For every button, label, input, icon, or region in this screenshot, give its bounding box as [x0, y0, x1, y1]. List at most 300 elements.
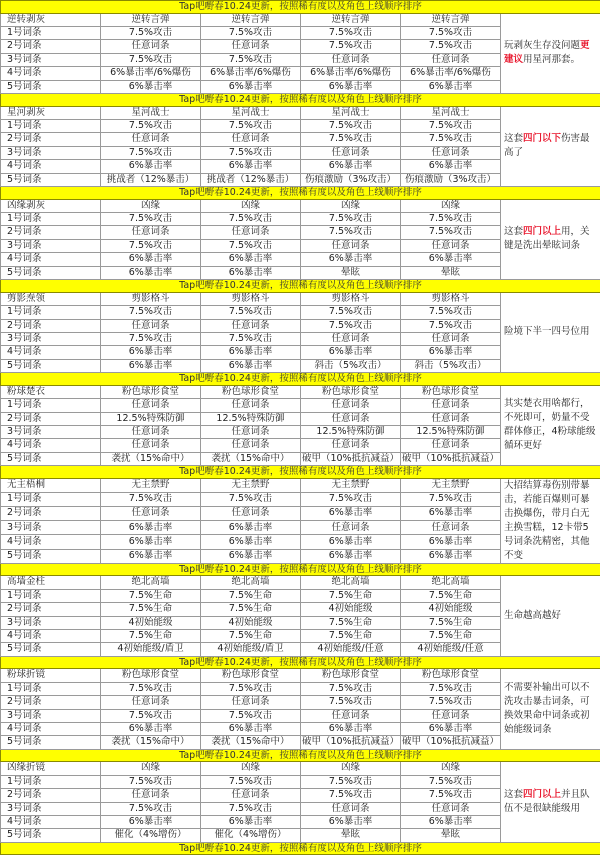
stat-cell: 7.5%攻击: [201, 213, 301, 226]
stat-cell: 任意词条: [401, 146, 501, 159]
slot-label: 4号词条: [1, 160, 101, 173]
stat-cell: 4初始能级: [401, 603, 501, 616]
slot-label: 2号词条: [1, 319, 101, 332]
stat-cell: 6%暴击率: [401, 80, 501, 93]
note-highlight: 更建议: [504, 40, 590, 65]
stat-cell: 任意词条: [101, 319, 201, 332]
stat-cell: 6%暴击率: [101, 160, 201, 173]
stat-cell: 6%暴击率: [301, 549, 401, 563]
stat-cell: 7.5%生命: [101, 603, 201, 616]
banner-row: [1, 749, 600, 762]
stat-cell: 7.5%攻击: [101, 709, 201, 722]
banner-row: [1, 466, 600, 479]
character-name: 星河剥灰: [1, 106, 101, 119]
stat-cell: 4初始能级/任意: [301, 643, 401, 656]
stat-cell: 催化（4%增伤）: [201, 829, 301, 842]
stat-cell: 7.5%攻击: [201, 332, 301, 345]
stat-cell: 7.5%攻击: [201, 492, 301, 506]
stat-cell: 任意词条: [301, 412, 401, 425]
stat-cell: 7.5%攻击: [301, 789, 401, 802]
stat-cell: 袭扰（15%命中）: [201, 736, 301, 749]
stat-cell: 任意词条: [401, 709, 501, 722]
note-text: 不需要补输出可以不洗攻击暴击词条，可换效果命中词条或初始能级词条: [504, 682, 590, 735]
slot-label: 5号词条: [1, 80, 101, 93]
stat-cell: 4初始能级: [101, 616, 201, 629]
note-cell: [501, 576, 600, 656]
stat-cell: 6%暴击率: [301, 160, 401, 173]
stat-cell: 6%暴击率: [301, 507, 401, 521]
set-name: 凶缘: [101, 762, 201, 775]
slot-label: 5号词条: [1, 829, 101, 842]
character-name: 逆转剥灰: [1, 13, 101, 26]
note-text: 生命越高越好: [504, 610, 561, 621]
update-banner: Tap吧嘢春10.24更新，按照稀有度以及角色上线顺序排序: [1, 749, 600, 762]
stat-cell: 任意词条: [401, 521, 501, 535]
stat-cell: 任意词条: [201, 696, 301, 709]
stat-cell: 6%暴击率: [301, 723, 401, 736]
set-name: 粉色球形食堂: [401, 385, 501, 398]
stat-cell: 6%暴击率: [201, 535, 301, 549]
stat-cell: 挑战者（12%暴击）: [201, 173, 301, 186]
note-cell: [501, 13, 600, 93]
slot-label: 4号词条: [1, 253, 101, 266]
stat-cell: 7.5%攻击: [101, 213, 201, 226]
set-name: 绝北高墙: [101, 576, 201, 589]
character-name: 凶缘剥灰: [1, 199, 101, 212]
stat-cell: 7.5%攻击: [401, 133, 501, 146]
banner-row: [1, 187, 600, 200]
stat-cell: 破甲（10%抵抗减益）: [301, 452, 401, 465]
stat-cell: 任意词条: [101, 425, 201, 438]
slot-label: 1号词条: [1, 213, 101, 226]
stat-cell: 7.5%攻击: [201, 682, 301, 695]
stat-cell: 6%暴击率: [101, 80, 201, 93]
stat-cell: 6%暴击率/6%爆伤: [201, 67, 301, 80]
slot-label: 2号词条: [1, 789, 101, 802]
stat-cell: 6%暴击率: [201, 160, 301, 173]
slot-label: 5号词条: [1, 266, 101, 279]
set-name: 剪影格斗: [301, 292, 401, 305]
stat-cell: 7.5%攻击: [401, 213, 501, 226]
set-name: 逆转言弹: [401, 13, 501, 26]
stat-cell: 7.5%攻击: [401, 775, 501, 788]
stat-cell: 12.5%特殊防御: [401, 425, 501, 438]
block-header-row: [1, 106, 600, 119]
set-name: 粉色球形食堂: [101, 669, 201, 682]
slot-label: 1号词条: [1, 306, 101, 319]
slot-label: 2号词条: [1, 226, 101, 239]
stat-cell: 6%暴击率: [101, 359, 201, 372]
banner-row: [1, 373, 600, 386]
slot-label: 3号词条: [1, 146, 101, 159]
stat-cell: 7.5%攻击: [301, 133, 401, 146]
block-header-row: [1, 762, 600, 775]
slot-label: 4号词条: [1, 535, 101, 549]
set-name: 逆转言弹: [301, 13, 401, 26]
set-name: 无主禁野: [101, 478, 201, 492]
stat-cell: 7.5%攻击: [301, 120, 401, 133]
stat-cell: 7.5%攻击: [301, 696, 401, 709]
stat-cell: 6%暴击率: [101, 266, 201, 279]
stat-cell: 6%暴击率: [201, 549, 301, 563]
stat-cell: 任意词条: [201, 439, 301, 452]
update-banner: Tap吧嘢春10.24更新，按照稀有度以及角色上线顺序排序: [1, 842, 600, 855]
banner-row: [1, 94, 600, 107]
stat-cell: 6%暴击率: [201, 346, 301, 359]
banner-row: [1, 563, 600, 576]
stat-cell: 7.5%攻击: [401, 306, 501, 319]
stat-cell: 7.5%生命: [301, 629, 401, 642]
stat-cell: 4初始能级: [201, 616, 301, 629]
stat-cell: 袭扰（15%命中）: [101, 452, 201, 465]
stat-cell: 7.5%攻击: [101, 775, 201, 788]
slot-label: 3号词条: [1, 425, 101, 438]
character-name: 剪影焘领: [1, 292, 101, 305]
stat-cell: 7.5%攻击: [101, 802, 201, 815]
slot-label: 4号词条: [1, 629, 101, 642]
stat-cell: 破甲（10%抵抗减益）: [301, 736, 401, 749]
stat-cell: 任意词条: [201, 133, 301, 146]
stat-cell: 6%暴击率: [401, 160, 501, 173]
stat-cell: 晕眩: [301, 266, 401, 279]
stat-cell: 任意词条: [401, 399, 501, 412]
slot-label: 3号词条: [1, 521, 101, 535]
stat-cell: 6%暴击率: [101, 253, 201, 266]
slot-label: 5号词条: [1, 643, 101, 656]
stat-cell: 7.5%攻击: [301, 319, 401, 332]
stat-cell: 6%暴击率: [301, 535, 401, 549]
set-name: 无主禁野: [201, 478, 301, 492]
stat-cell: 任意词条: [301, 802, 401, 815]
stat-cell: 任意词条: [401, 239, 501, 252]
stat-cell: 6%暴击率/6%爆伤: [401, 67, 501, 80]
slot-label: 1号词条: [1, 589, 101, 602]
stat-cell: 7.5%生命: [401, 629, 501, 642]
stat-cell: 6%暴击率: [401, 816, 501, 829]
stat-cell: 袭扰（15%命中）: [101, 736, 201, 749]
note-highlight: 四门以上: [523, 789, 561, 800]
stat-cell: 任意词条: [301, 239, 401, 252]
stat-cell: 任意词条: [301, 53, 401, 66]
block-header-row: [1, 199, 600, 212]
set-name: 星河战士: [201, 106, 301, 119]
stat-cell: 7.5%攻击: [101, 332, 201, 345]
slot-label: 3号词条: [1, 239, 101, 252]
stat-cell: 12.5%特殊防御: [201, 412, 301, 425]
stat-cell: 7.5%攻击: [301, 40, 401, 53]
slot-label: 5号词条: [1, 359, 101, 372]
note-cell: [501, 762, 600, 842]
slot-label: 1号词条: [1, 492, 101, 506]
stat-cell: 7.5%攻击: [201, 53, 301, 66]
slot-label: 3号词条: [1, 332, 101, 345]
stat-cell: 7.5%攻击: [201, 120, 301, 133]
slot-label: 3号词条: [1, 53, 101, 66]
stat-cell: 挑战者（12%暴击）: [101, 173, 201, 186]
stat-cell: 7.5%生命: [301, 589, 401, 602]
banner-row: [1, 280, 600, 293]
update-banner: Tap吧嘢春10.24更新，按照稀有度以及角色上线顺序排序: [1, 373, 600, 386]
note-cell: [501, 669, 600, 749]
stat-cell: 6%暴击率: [101, 346, 201, 359]
set-name: 剪影格斗: [401, 292, 501, 305]
set-name: 粉色球形食堂: [401, 669, 501, 682]
stat-cell: 7.5%攻击: [101, 146, 201, 159]
stat-cell: 7.5%攻击: [201, 27, 301, 40]
stat-cell: 斜击（5%攻击）: [401, 359, 501, 372]
character-name: 高墙金柱: [1, 576, 101, 589]
stat-cell: 7.5%攻击: [401, 492, 501, 506]
stat-cell: 7.5%攻击: [101, 306, 201, 319]
slot-label: 2号词条: [1, 412, 101, 425]
slot-label: 1号词条: [1, 27, 101, 40]
character-name: 无主梧桐: [1, 478, 101, 492]
slot-label: 1号词条: [1, 682, 101, 695]
stat-cell: 7.5%攻击: [201, 802, 301, 815]
stat-cell: 6%暴击率: [101, 723, 201, 736]
note-text: 玩剥灰生存没问题: [504, 40, 580, 51]
set-name: 粉色球形食堂: [301, 669, 401, 682]
update-banner: Tap吧嘢春10.24更新，按照稀有度以及角色上线顺序排序: [1, 187, 600, 200]
set-name: 绝北高墙: [301, 576, 401, 589]
set-name: 绝北高墙: [401, 576, 501, 589]
stat-cell: 任意词条: [201, 789, 301, 802]
stat-cell: 7.5%生命: [101, 589, 201, 602]
update-banner: Tap吧嘢春10.24更新，按照稀有度以及角色上线顺序排序: [1, 280, 600, 293]
stat-cell: 7.5%攻击: [401, 27, 501, 40]
stat-cell: 7.5%生命: [201, 603, 301, 616]
stat-cell: 7.5%攻击: [201, 146, 301, 159]
stat-cell: 任意词条: [401, 53, 501, 66]
character-name: 粉球楚衣: [1, 385, 101, 398]
set-name: 剪影格斗: [201, 292, 301, 305]
stat-cell: 7.5%攻击: [401, 40, 501, 53]
stat-cell: 7.5%攻击: [301, 306, 401, 319]
slot-label: 4号词条: [1, 346, 101, 359]
stat-cell: 4初始能级/任意: [401, 643, 501, 656]
block-header-row: [1, 576, 600, 589]
block-header-row: [1, 478, 600, 492]
set-name: 绝北高墙: [201, 576, 301, 589]
stat-cell: 6%暴击率: [201, 521, 301, 535]
set-name: 逆转言弹: [201, 13, 301, 26]
stat-cell: 7.5%攻击: [401, 120, 501, 133]
update-banner: Tap吧嘢春10.24更新，按照稀有度以及角色上线顺序排序: [1, 656, 600, 669]
set-name: 粉色球形食堂: [301, 385, 401, 398]
stat-cell: 7.5%攻击: [101, 682, 201, 695]
stat-cell: 任意词条: [201, 507, 301, 521]
slot-label: 2号词条: [1, 40, 101, 53]
stat-cell: 任意词条: [301, 399, 401, 412]
slot-label: 4号词条: [1, 816, 101, 829]
note-cell: [501, 292, 600, 372]
stat-cell: 任意词条: [101, 133, 201, 146]
stat-cell: 12.5%特殊防御: [101, 412, 201, 425]
stat-cell: 任意词条: [401, 439, 501, 452]
stat-cell: 任意词条: [301, 439, 401, 452]
stat-cell: 任意词条: [401, 332, 501, 345]
set-name: 星河战士: [301, 106, 401, 119]
stat-cell: 7.5%生命: [201, 629, 301, 642]
stat-cell: 任意词条: [101, 399, 201, 412]
stat-cell: 6%暴击率: [401, 549, 501, 563]
slot-label: 2号词条: [1, 133, 101, 146]
stat-cell: 6%暴击率: [101, 549, 201, 563]
stat-cell: 6%暴击率: [201, 816, 301, 829]
note-cell: [501, 106, 600, 186]
stat-cell: 7.5%生命: [101, 629, 201, 642]
stat-cell: 7.5%攻击: [201, 306, 301, 319]
update-banner: Tap吧嘢春10.24更新，按照稀有度以及角色上线顺序排序: [1, 1, 600, 14]
set-name: 剪影格斗: [101, 292, 201, 305]
stat-cell: 4初始能级/盾卫: [201, 643, 301, 656]
set-name: 凶缘: [401, 762, 501, 775]
stat-cell: 7.5%攻击: [401, 682, 501, 695]
stat-cell: 7.5%攻击: [201, 775, 301, 788]
set-name: 凶缘: [101, 199, 201, 212]
note-text-tail: 用，关键是洗出晕眩词条: [504, 226, 590, 251]
slot-label: 3号词条: [1, 802, 101, 815]
stat-cell: 破甲（10%抵抗减益）: [401, 452, 501, 465]
stat-cell: 任意词条: [401, 802, 501, 815]
stat-cell: 6%暴击率: [401, 507, 501, 521]
slot-label: 2号词条: [1, 507, 101, 521]
stat-cell: 任意词条: [201, 399, 301, 412]
stat-cell: 6%暴击率: [401, 723, 501, 736]
stat-cell: 任意词条: [201, 319, 301, 332]
note-cell: [501, 385, 600, 465]
note-text: 这套: [504, 226, 523, 237]
slot-label: 3号词条: [1, 709, 101, 722]
stat-cell: 12.5%特殊防御: [301, 425, 401, 438]
stat-cell: 6%暴击率: [301, 346, 401, 359]
stat-cell: 6%暴击率: [101, 816, 201, 829]
slot-label: 4号词条: [1, 67, 101, 80]
stat-cell: 伤痕激励（3%攻击）: [401, 173, 501, 186]
stat-cell: 6%暴击率: [201, 359, 301, 372]
set-name: 凶缘: [301, 762, 401, 775]
stat-cell: 7.5%攻击: [101, 53, 201, 66]
stat-cell: 4初始能级: [301, 603, 401, 616]
stat-cell: 任意词条: [201, 425, 301, 438]
update-banner: Tap吧嘢春10.24更新，按照稀有度以及角色上线顺序排序: [1, 94, 600, 107]
stat-cell: 6%暴击率/6%爆伤: [101, 67, 201, 80]
note-cell: [501, 478, 600, 563]
stat-cell: 任意词条: [401, 412, 501, 425]
stat-cell: 任意词条: [101, 507, 201, 521]
stat-cell: 任意词条: [201, 226, 301, 239]
block-header-row: [1, 385, 600, 398]
note-highlight: 四门以下: [523, 133, 561, 144]
stat-cell: 任意词条: [301, 521, 401, 535]
note-text-tail: 伤害最高了: [504, 133, 590, 158]
stat-cell: 7.5%攻击: [301, 682, 401, 695]
block-header-row: [1, 669, 600, 682]
slot-label: 1号词条: [1, 775, 101, 788]
note-text: 这套: [504, 789, 523, 800]
stat-cell: 破甲（10%抵抗减益）: [401, 736, 501, 749]
slot-label: 5号词条: [1, 452, 101, 465]
slot-label: 1号词条: [1, 399, 101, 412]
stat-cell: 7.5%攻击: [301, 213, 401, 226]
set-name: 粉色球形食堂: [201, 669, 301, 682]
stat-cell: 6%暴击率: [401, 535, 501, 549]
stat-cell: 任意词条: [101, 789, 201, 802]
stat-cell: 4初始能级/盾卫: [101, 643, 201, 656]
stat-cell: 任意词条: [101, 40, 201, 53]
stat-cell: 7.5%攻击: [101, 239, 201, 252]
note-cell: [501, 199, 600, 279]
stat-cell: 任意词条: [101, 439, 201, 452]
stat-cell: 晕眩: [401, 266, 501, 279]
block-header-row: [1, 13, 600, 26]
stat-cell: 任意词条: [301, 709, 401, 722]
slot-label: 4号词条: [1, 723, 101, 736]
stat-cell: 7.5%生命: [301, 616, 401, 629]
stat-cell: 6%暴击率: [201, 253, 301, 266]
note-text: 其实楚衣用啥都行，不死即可，奶量不受群体修正，4粉球能级循环更好: [504, 398, 596, 451]
stat-cell: 任意词条: [201, 40, 301, 53]
stat-cell: 7.5%攻击: [401, 319, 501, 332]
update-banner: Tap吧嘢春10.24更新，按照稀有度以及角色上线顺序排序: [1, 466, 600, 479]
stat-cell: 7.5%攻击: [201, 709, 301, 722]
stat-cell: 6%暴击率/6%爆伤: [301, 67, 401, 80]
set-name: 无主禁野: [401, 478, 501, 492]
set-name: 凶缘: [201, 762, 301, 775]
stat-cell: 任意词条: [101, 696, 201, 709]
stat-cell: 晕眩: [401, 829, 501, 842]
stat-cell: 7.5%攻击: [401, 226, 501, 239]
character-name: 粉球折镜: [1, 669, 101, 682]
set-name: 粉色球形食堂: [101, 385, 201, 398]
set-name: 粉色球形食堂: [201, 385, 301, 398]
note-text: 险境下半一四号位用: [504, 326, 590, 337]
stat-cell: 袭扰（15%命中）: [201, 452, 301, 465]
slot-label: 5号词条: [1, 173, 101, 186]
stat-cell: 7.5%攻击: [101, 27, 201, 40]
note-text-tail: 用星河那套。: [523, 54, 580, 65]
note-text-tail: 并且队伍不是很缺能级用: [504, 789, 590, 814]
stat-cell: 催化（4%增伤）: [101, 829, 201, 842]
banner-row: [1, 842, 600, 855]
set-name: 逆转言弹: [101, 13, 201, 26]
stat-cell: 6%暴击率: [201, 723, 301, 736]
set-name: 凶缘: [201, 199, 301, 212]
stat-cell: 6%暴击率: [301, 253, 401, 266]
slot-label: 5号词条: [1, 549, 101, 563]
stat-cell: 7.5%攻击: [301, 775, 401, 788]
stat-cell: 6%暴击率: [201, 80, 301, 93]
stat-cell: 7.5%攻击: [301, 27, 401, 40]
banner-row: [1, 656, 600, 669]
stat-cell: 6%暴击率: [301, 816, 401, 829]
set-name: 凶缘: [401, 199, 501, 212]
slot-label: 1号词条: [1, 120, 101, 133]
set-name: 凶缘: [301, 199, 401, 212]
slot-label: 3号词条: [1, 616, 101, 629]
update-banner: Tap吧嘢春10.24更新，按照稀有度以及角色上线顺序排序: [1, 563, 600, 576]
stat-cell: 7.5%攻击: [301, 226, 401, 239]
note-text: 大招结算毒伤别带暴击，若能百爆则可暴击换爆伤，带月白无主换雪糕，12卡带5号词条洗精密，其他不变: [504, 480, 590, 561]
stat-cell: 7.5%攻击: [401, 789, 501, 802]
stat-cell: 6%暴击率: [401, 253, 501, 266]
stat-cell: 伤痕激励（3%攻击）: [301, 173, 401, 186]
stat-cell: 7.5%攻击: [101, 120, 201, 133]
stat-cell: 7.5%攻击: [101, 492, 201, 506]
set-name: 无主禁野: [301, 478, 401, 492]
character-name: 凶缘折镜: [1, 762, 101, 775]
note-text: 这套: [504, 133, 523, 144]
